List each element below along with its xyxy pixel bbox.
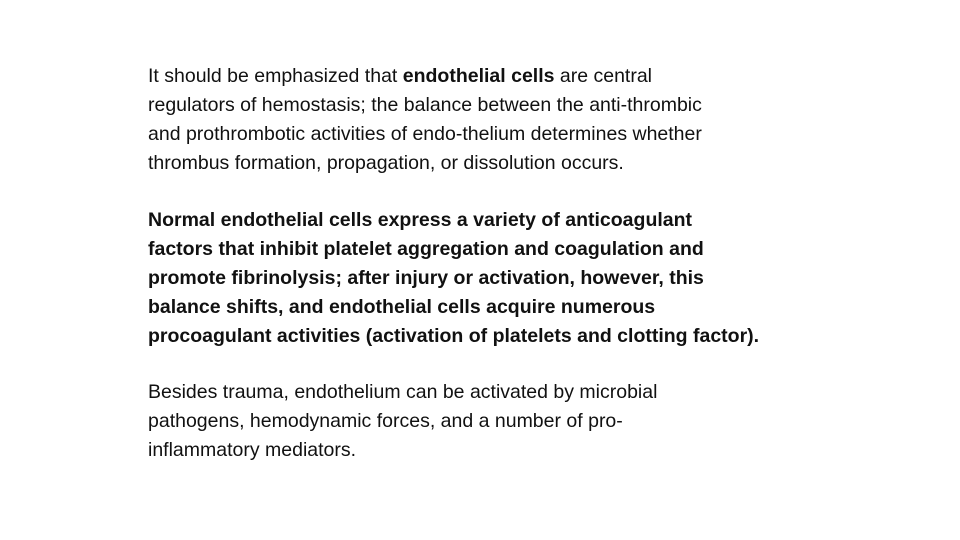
paragraph-line bbox=[148, 62, 818, 91]
paragraph-endothelium-activation bbox=[148, 378, 818, 465]
paragraph-line: inflammatory mediators. bbox=[148, 439, 357, 461]
paragraph-line: pathogens, hemodynamic forces, and a number of pro- bbox=[148, 410, 623, 432]
paragraph-line: regulators of hemostasis; the balance between the anti-thrombic bbox=[148, 94, 702, 116]
paragraph-line: balance shifts, and endothelial cells acquire numerous bbox=[148, 296, 656, 318]
text-run: It should be emphasized that bbox=[148, 65, 403, 87]
paragraph-endothelial-regulators bbox=[148, 62, 818, 178]
emphasized-term: endothelial cells bbox=[402, 65, 555, 87]
paragraph-line: thrombus formation, propagation, or dissolution occurs. bbox=[148, 152, 624, 174]
paragraph-line: Besides trauma, endothelium can be activated by microbial bbox=[148, 381, 658, 403]
paragraph-line: and prothrombotic activities of endo-thelium determines whether bbox=[148, 123, 702, 145]
paragraph-line: procoagulant activities (activation of platelets and clotting factor). bbox=[148, 325, 760, 347]
paragraph-line: promote fibrinolysis; after injury or activation, however, this bbox=[148, 267, 704, 289]
paragraph-line: Normal endothelial cells express a variety of anticoagulant bbox=[148, 209, 693, 231]
paragraph-normal-endothelial-cells bbox=[148, 206, 818, 351]
text-run: are central bbox=[554, 65, 653, 87]
paragraph-line: factors that inhibit platelet aggregation and coagulation and bbox=[148, 238, 704, 260]
